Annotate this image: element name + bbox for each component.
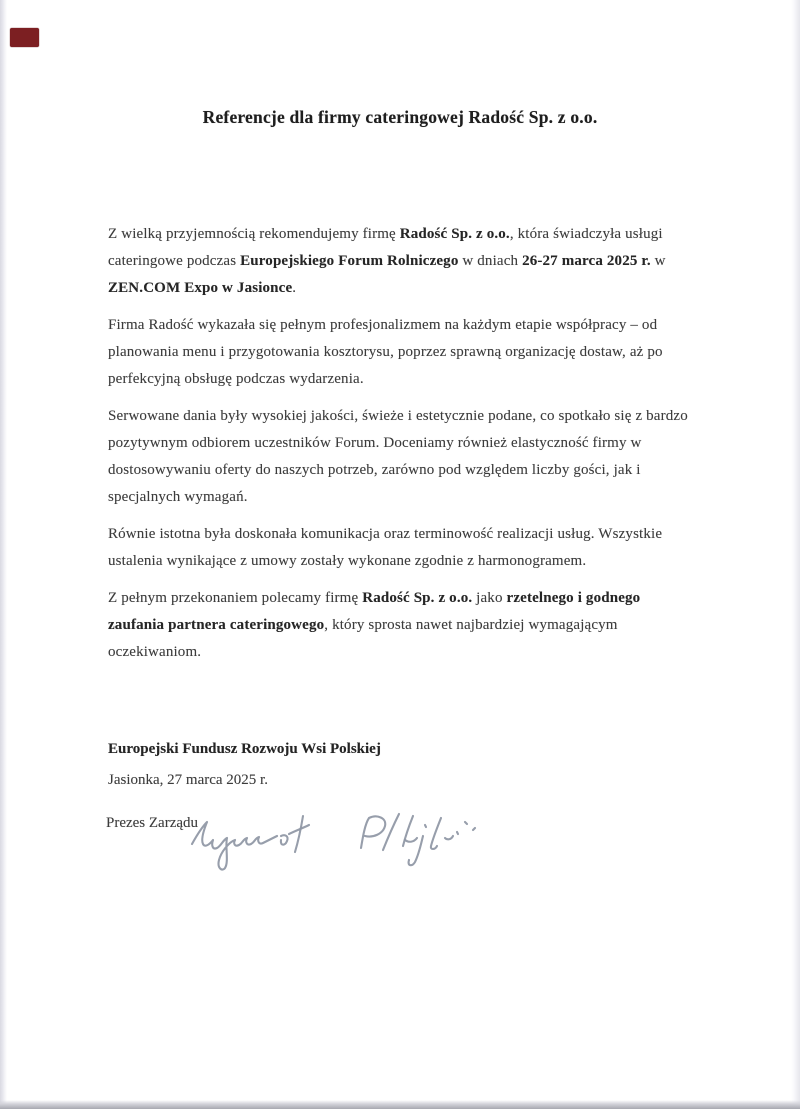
paragraph-recommendation: Z pełnym przekonaniem polecamy firmę Radość Sp. z o.o. jako rzetelnego i godnego zaufania partnera cateringowego, który sprosta nawet najbardziej wymagającym oczekiwaniom. xyxy=(108,590,641,660)
document-title: Referencje dla firmy cateringowej Radość Sp. z o.o. xyxy=(202,107,598,127)
paragraph-communication: Równie istotna była doskonała komunikacja oraz terminowość realizacji usług. Wszystkie ustalenia wynikające z umowy zostały wykonane zgodnie z harmonogramem. xyxy=(108,526,663,569)
signer-title: Prezes Zarządu xyxy=(106,815,199,831)
paragraph-intro: Z wielką przyjemnością rekomendujemy firmę Radość Sp. z o.o., która świadczyła usługi cateringowe podczas Europejskiego Forum Rolniczego w dniach 26-27 marca 2025 r. w ZEN.COM Expo w Jasionce. xyxy=(108,226,666,296)
place-and-date: Jasionka, 27 marca 2025 r. xyxy=(108,772,268,788)
paragraph-food-quality: Serwowane dania były wysokiej jakości, świeże i estetycznie podane, co spotkało się z bardzo pozytywnym odbiorem uczestników Forum. Doceniamy również elastyczność firmy w dostosowywaniu oferty do naszych potrzeb, zarówno pod względem liczby gości, jak i specjalnych wymagań. xyxy=(108,408,688,505)
document-body xyxy=(108,221,692,666)
page-edge-bottom-shadow xyxy=(0,1100,800,1109)
paragraph-professionalism: Firma Radość wykazała się pełnym profesjonalizmem na każdym etapie współpracy – od planowania menu i przygotowania kosztorysu, poprzez sprawną organizację dostaw, aż po perfekcyjną obsługę podczas wydarzenia. xyxy=(108,317,663,387)
handwritten-signature xyxy=(185,810,505,885)
organization-name: Europejski Fundusz Rozwoju Wsi Polskiej xyxy=(108,741,381,757)
